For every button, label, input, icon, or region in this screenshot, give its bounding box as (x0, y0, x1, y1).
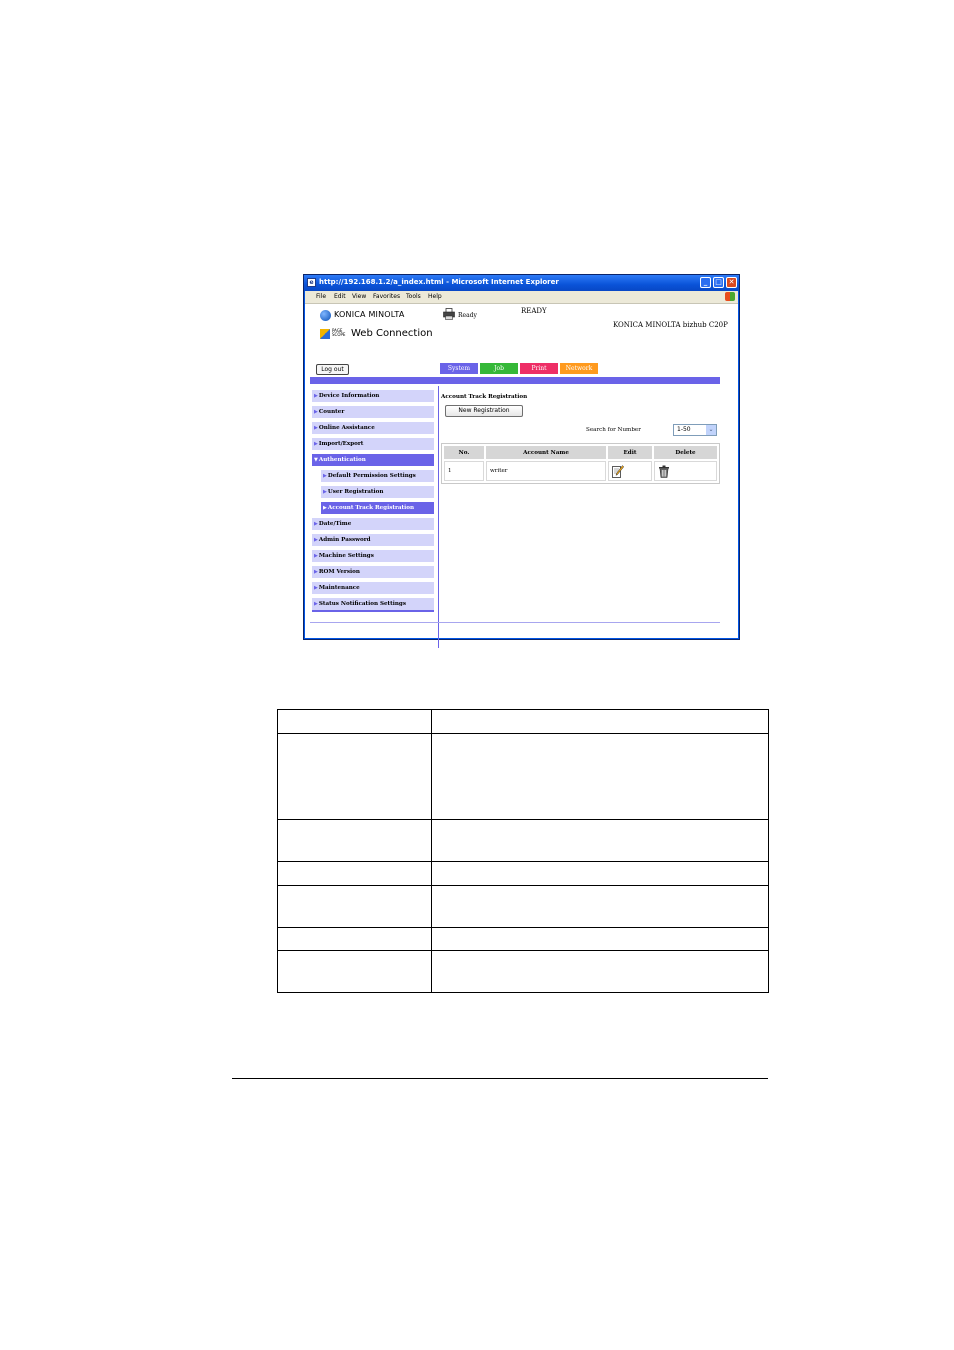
chevron-down-icon[interactable]: ⌄ (706, 425, 716, 435)
brand-name: KONICA MINOLTA (334, 310, 405, 319)
arrow-right-icon: ▶ (314, 409, 318, 415)
arrow-right-icon: ▶ (314, 521, 318, 527)
konica-minolta-logo-icon (320, 310, 331, 321)
account-name: writer (486, 461, 606, 481)
arrow-right-icon: ▶ (314, 425, 318, 431)
sidebar-item-device-information[interactable] (312, 390, 434, 402)
menu-help[interactable]: Help (428, 293, 442, 300)
tab-system[interactable]: System (440, 363, 478, 374)
account-number: 1 (444, 461, 484, 481)
menu-edit[interactable]: Edit (334, 293, 346, 300)
arrow-right-icon: ▶ (314, 441, 318, 447)
sidebar-item-authentication[interactable] (312, 454, 434, 466)
sidebar-item-maintenance[interactable] (312, 582, 434, 594)
edit-icon[interactable] (612, 465, 624, 478)
doc-table-row (278, 928, 769, 951)
column-header-edit: Edit (608, 446, 652, 459)
sidebar-item-label: Admin Password (318, 537, 371, 543)
doc-cell (278, 734, 432, 820)
tab-network[interactable]: Network (560, 363, 598, 374)
arrow-right-icon: ▶ (314, 601, 318, 607)
doc-cell (432, 928, 769, 951)
doc-cell (278, 820, 432, 862)
doc-cell (432, 951, 769, 993)
table-row (444, 461, 717, 481)
ie-page-icon: e (307, 278, 316, 287)
trash-icon[interactable] (658, 465, 670, 478)
sidebar-item-label: Authentication (318, 457, 366, 463)
sidebar-item-label: Maintenance (318, 585, 360, 591)
logout-button[interactable]: Log out (316, 364, 349, 375)
sidebar-item-label: Status Notification Settings (318, 601, 406, 607)
product-name: Web Connection (351, 328, 433, 339)
sidebar-item-label: Import/Export (318, 441, 364, 447)
arrow-right-icon: ▶ (323, 505, 327, 511)
arrow-right-icon: ▶ (314, 585, 318, 591)
doc-table-row (278, 862, 769, 886)
column-header-account-name: Account Name (486, 446, 606, 459)
sidebar-item-online-assistance[interactable] (312, 422, 434, 434)
sidebar-item-label: Date/Time (318, 521, 352, 527)
header-band (310, 377, 720, 384)
doc-cell (278, 886, 432, 928)
account-table (441, 443, 720, 484)
edit-cell (608, 461, 652, 481)
arrow-right-icon: ▶ (314, 393, 318, 399)
title-bar (304, 275, 739, 291)
search-number-select[interactable] (673, 424, 717, 436)
sidebar-item-label: ROM Version (318, 569, 360, 575)
footer-line (310, 622, 720, 623)
sidebar-item-import-export[interactable] (312, 438, 434, 450)
status-ready-label: Ready (458, 312, 477, 319)
menu-favorites[interactable]: Favorites (373, 293, 401, 300)
tab-print[interactable]: Print (520, 363, 558, 374)
sidebar-item-machine-settings[interactable] (312, 550, 434, 562)
browser-window (303, 274, 740, 640)
search-number-value: 1-50 (677, 426, 691, 433)
column-header-delete: Delete (654, 446, 717, 459)
doc-table-row (278, 734, 769, 820)
page-footer-rule (232, 1078, 768, 1079)
arrow-right-icon: ▶ (314, 553, 318, 559)
page-title: Account Track Registration (441, 394, 528, 400)
new-registration-button[interactable]: New Registration (445, 405, 523, 417)
doc-cell (432, 886, 769, 928)
content-divider (438, 386, 439, 648)
menu-tools[interactable]: Tools (406, 293, 421, 300)
doc-cell (432, 820, 769, 862)
sidebar-item-admin-password[interactable] (312, 534, 434, 546)
tab-job[interactable]: Job (480, 363, 518, 374)
close-button[interactable]: ✕ (726, 277, 737, 288)
doc-table-row (278, 886, 769, 928)
doc-cell (432, 710, 769, 734)
windows-logo-icon (725, 292, 735, 301)
sidebar-item-account-track-registration[interactable] (321, 502, 434, 514)
sidebar-item-label: User Registration (327, 489, 384, 495)
printer-icon (443, 308, 455, 320)
sidebar-item-date-time[interactable] (312, 518, 434, 530)
pagescope-label: PAGE SCOPE (332, 328, 346, 337)
arrow-right-icon: ▶ (314, 569, 318, 575)
doc-table-row (278, 710, 769, 734)
sidebar-item-label: Device Information (318, 393, 380, 399)
menu-bar (305, 291, 738, 304)
sidebar-item-counter[interactable] (312, 406, 434, 418)
document-table (277, 709, 769, 993)
sidebar-item-rom-version[interactable] (312, 566, 434, 578)
pagescope-logo-icon (320, 329, 330, 339)
search-number-label: Search for Number (586, 427, 641, 433)
arrow-right-icon: ▶ (323, 489, 327, 495)
table-header-row (444, 446, 717, 459)
menu-view[interactable]: View (352, 293, 367, 300)
doc-table-row (278, 820, 769, 862)
sidebar-item-user-registration[interactable] (321, 486, 434, 498)
menu-file[interactable]: File (316, 293, 327, 300)
arrow-right-icon: ▶ (323, 473, 327, 479)
sidebar-item-label: Machine Settings (318, 553, 374, 559)
sidebar-item-label: Counter (318, 409, 345, 415)
sidebar-item-label: Online Assistance (318, 425, 375, 431)
sidebar-item-default-permission-settings[interactable] (321, 470, 434, 482)
column-header-no: No. (444, 446, 484, 459)
sidebar-item-label: Default Permission Settings (327, 473, 416, 479)
sidebar-bottom-border (312, 610, 434, 612)
arrow-down-icon: ▼ (314, 457, 318, 463)
doc-cell (432, 862, 769, 886)
doc-table-row (278, 951, 769, 993)
doc-cell (432, 734, 769, 820)
minimize-button[interactable]: _ (700, 277, 711, 288)
device-model: KONICA MINOLTA bizhub C20P (613, 321, 728, 329)
doc-cell (278, 862, 432, 886)
arrow-right-icon: ▶ (314, 537, 318, 543)
delete-cell (654, 461, 717, 481)
sidebar-item-status-notification-settings[interactable] (312, 598, 434, 610)
doc-cell (278, 951, 432, 993)
doc-cell (278, 710, 432, 734)
status-ready-text: READY (521, 307, 547, 315)
doc-cell (278, 928, 432, 951)
window-title: http://192.168.1.2/a_index.html - Microsoft Internet Explorer (319, 278, 559, 286)
maximize-button[interactable]: □ (713, 277, 724, 288)
sidebar-item-label: Account Track Registration (327, 505, 415, 511)
page-content (305, 304, 738, 638)
